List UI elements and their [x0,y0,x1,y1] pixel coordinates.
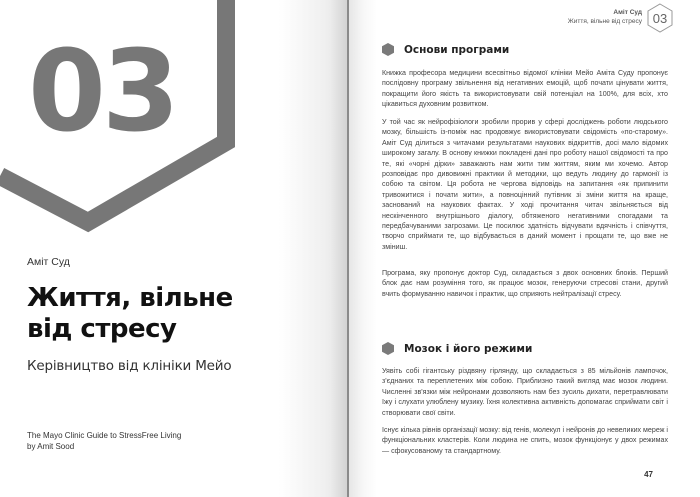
page-number: 47 [644,470,653,479]
paragraph: Уявіть собі гігантську різдвяну гірлянду, що складається з 85 мільйонів лампочок, з'єднаних та переплетених між собою. Приблизно такий вигляд має мозок людини. Численні зв'язки між нейронами дозволяють нам без зусиль дихати, перетравлювати їжу і слухати улюблену музику. Їхня колективна активність допомагає сприймати світ і створювати свої світи. [382,367,668,417]
paragraph: Програма, яку пропонує доктор Суд, складається з двох основних блоків. Перший блок дає нам розуміння того, як працює мозок, генеруючи стресові стани, другий вчить формуванню навичок і практик, що сприяють нейтралізації стресу. [382,269,668,298]
section-heading-brain [382,342,532,355]
section-title: Мозок і його режими [404,342,533,355]
paragraph: Існує кілька рівнів організації мозку: від генів, молекул і нейронів до невеликих мереж і функціональних кластерів. Коли людина не спить, мозок функціонує у двох режимах — сфокусованому та стандартному. [382,426,668,455]
chapter-number: 03 [28,27,176,157]
hexagon-bullet-icon [382,342,394,355]
running-head-author: Аміт Суд [613,9,642,16]
section-title: Основи програми [404,43,510,56]
running-head [568,8,642,26]
book-subtitle: Керівництво від клініки Мейо [27,358,232,374]
original-title-line2: by Amit Sood [27,442,75,451]
section-heading-basics [382,43,509,56]
hexagon-bullet-icon [382,43,394,56]
chapter-badge: 03 [652,10,668,26]
original-title [27,430,181,452]
book-title [27,283,327,345]
author-name: Аміт Суд [27,256,70,268]
book-title-line2: від стресу [27,314,177,344]
running-head-title: Життя, вільне від стресу [567,18,642,25]
paragraph: Книжка професора медицини всесвітньо відомої клініки Мейо Аміта Суду пропонує послідовну програму звільнення від негативних емоцій, щоб почати цінувати життя, покращити його якість та використовувати свій потенціал на 100%, для всіх, хто цікавиться духовним розвитком. [382,69,668,109]
book-title-line1: Життя, вільне [27,283,233,313]
spine-shadow [330,0,348,497]
original-title-line1: The Mayo Clinic Guide to StressFree Living [27,431,182,440]
paragraph: У той час як нейрофізіологи зробили прорив у сфері досліджень роботи людського мозку, більшість із-поміж нас продовжує використовувати свідомість «по-старому». Аміт Суд ділиться з читачами результатами наукових відкриттів, досі мало відомих широкому загалу. В основу книжки покладені дані про роботу нашої свідомості та про те, які «чорні дірки» заважають нам жити тим життям, яким ми хочемо. Автор розповідає про дивовижні практики й методики, що ведуть людину до гармонії із собою та світом. Ця робота не чергова відповідь на запитання «як припинити тривожитися і почати жити», а повноцінний путівник зі зміни життя на краще, заснований на наукових фактах. У ході прочитання читач звільняється від нескінченного внутрішнього діалогу, обтяженого негативними спогадами та передбачуваними загрозами. Це посилює здатність відчувати вдячність і співчуття, творчо сприймати те, що відбувається в даний момент і прощати те, що вже не зміниш. [382,118,668,251]
left-page [0,0,348,497]
right-page [349,0,700,497]
